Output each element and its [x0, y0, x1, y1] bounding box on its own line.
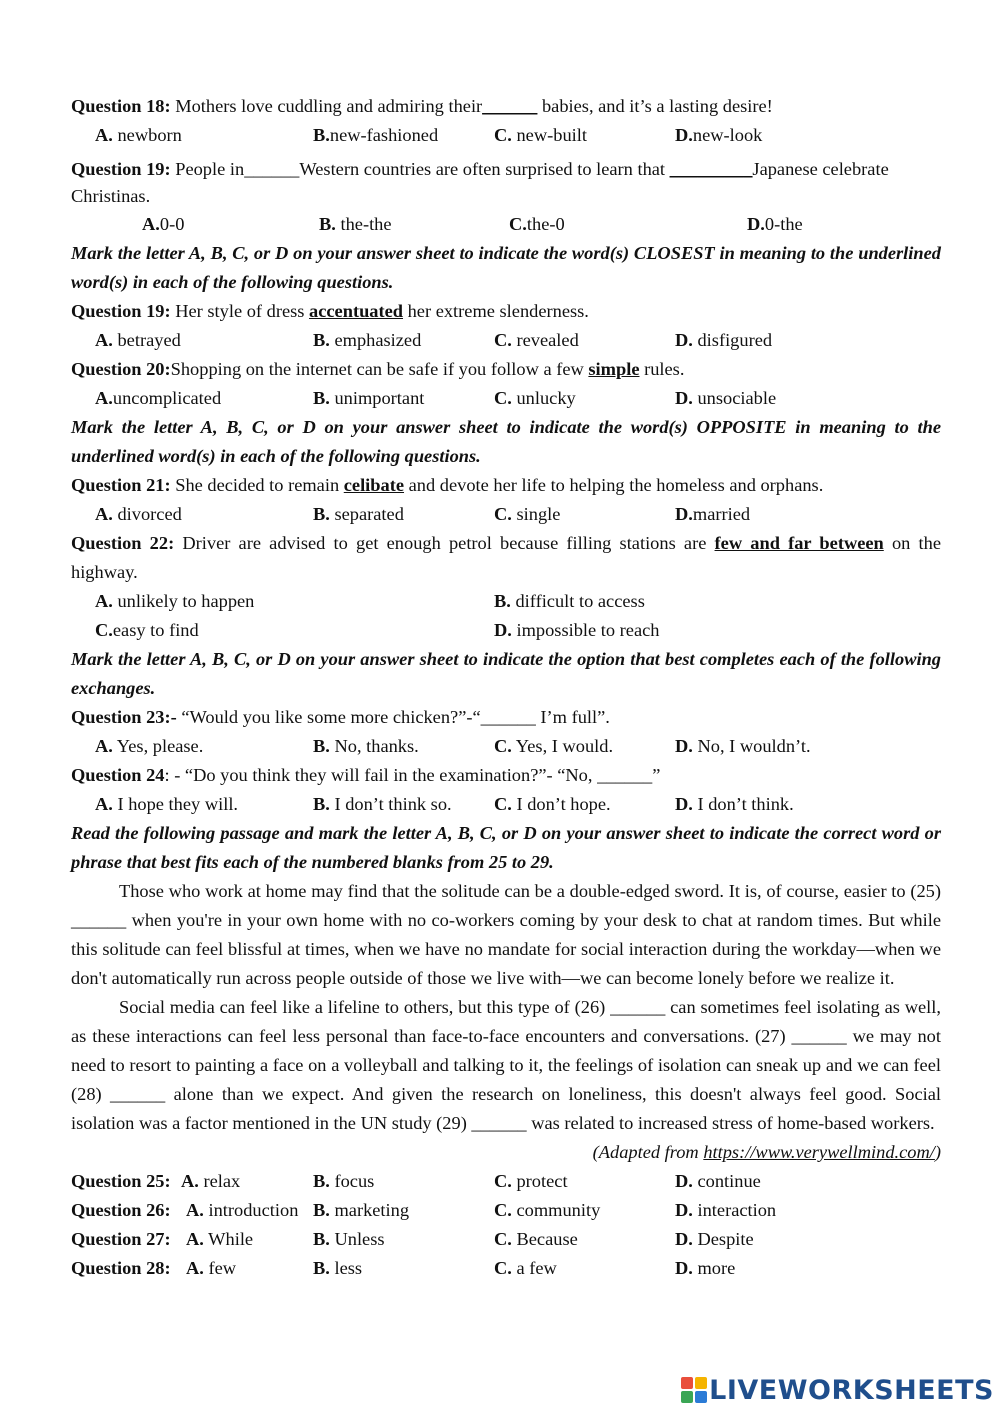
options-18	[71, 121, 941, 150]
question-28	[71, 1254, 941, 1283]
option-c[interactable]: C. single	[494, 504, 561, 524]
option-a[interactable]: A. introduction	[186, 1200, 299, 1220]
option-d[interactable]: D.new-look	[675, 125, 763, 145]
option-b[interactable]: B. separated	[313, 504, 404, 524]
option-d[interactable]: D. impossible to reach	[494, 620, 660, 640]
option-a[interactable]: A. While	[186, 1229, 254, 1249]
question-text: Western countries are often surprised to learn that	[299, 159, 670, 179]
question-label: Question 26:	[71, 1200, 171, 1220]
answer-blank[interactable]: ______	[482, 96, 538, 116]
question-23: Question 23:- “Would you like some more chicken?”-“______ I’m full”.	[71, 707, 610, 727]
question-label: Question 20:	[71, 359, 171, 379]
option-a[interactable]: A. Yes, please.	[95, 736, 204, 756]
option-b[interactable]: B. focus	[313, 1171, 375, 1191]
option-d[interactable]: D. continue	[675, 1171, 761, 1191]
option-b[interactable]: B. No, thanks.	[313, 736, 419, 756]
question-label: Question 21:	[71, 475, 171, 495]
passage-source: (Adapted from https://www.verywellmind.com/)	[592, 1142, 941, 1162]
options-19b	[71, 326, 941, 355]
option-d[interactable]: D.0-the	[747, 214, 803, 234]
answer-blank[interactable]: _________	[669, 159, 753, 179]
question-25	[71, 1167, 941, 1196]
option-a[interactable]: A. I hope they will.	[95, 794, 239, 814]
instruction-closest: Mark the letter A, B, C, or D on your answer sheet to indicate the word(s) CLOSEST in meaning to the underlined word(s) in each of the following questions.	[71, 243, 941, 292]
answer-blank[interactable]: ______	[244, 159, 300, 179]
underlined-word: simple	[588, 359, 640, 379]
option-a[interactable]: A. unlikely to happen	[95, 591, 255, 611]
question-label: Question 25:	[71, 1171, 171, 1191]
question-label: Question 24	[71, 765, 165, 785]
option-b[interactable]: B. unimportant	[313, 388, 425, 408]
question-19a	[71, 156, 941, 210]
option-a[interactable]: A. newborn	[95, 125, 182, 145]
question-text: Mothers love cuddling and admiring their	[170, 96, 483, 116]
option-b[interactable]: B. the-the	[319, 214, 392, 234]
passage-paragraph-1: Those who work at home may find that the solitude can be a double-edged sword. It is, of course, easier to (25) ______ when you're in your own home with no co-workers coming by your desk to chat at random times. But while this solitude can feel blissful at times, when we have no mandate for social interaction during the workday—when we don't automatically run across people outside of those we live with—we can become lonely before we realize it.	[71, 881, 941, 988]
option-b[interactable]: B. less	[313, 1258, 363, 1278]
instruction-exchange: Mark the letter A, B, C, or D on your answer sheet to indicate the option that best completes each of the following exchanges.	[71, 649, 941, 698]
option-d[interactable]: D. Despite	[675, 1229, 754, 1249]
options-20	[71, 384, 941, 413]
question-label: Question 19:	[71, 159, 171, 179]
option-a[interactable]: A. relax	[181, 1171, 241, 1191]
underlined-word: few and far between	[714, 533, 884, 553]
worksheet-page	[71, 92, 941, 1283]
options-22-row1	[71, 587, 941, 616]
passage-paragraph-2: Social media can feel like a lifeline to others, but this type of (26) ______ can sometimes feel isolating as well, as these interactions can feel less personal than face-to-face encounters and conversations. (27) ______ we may not need to resort to painting a face on a volleyball and talking to it, the feelings of isolation can sneak up and we can feel (28) ______ alone than we expect. And given the research on loneliness, this doesn't always feel good. Social isolation was a factor mentioned in the UN study (29) ______ was related to increased stress of home-based workers.	[71, 997, 941, 1133]
question-text: People in	[170, 159, 245, 179]
option-c[interactable]: C. unlucky	[494, 388, 576, 408]
option-c[interactable]: C. community	[494, 1200, 601, 1220]
instruction-opposite: Mark the letter A, B, C, or D on your answer sheet to indicate the word(s) OPPOSITE in meaning to the underlined word(s) in each of the following questions.	[71, 417, 941, 466]
question-26	[71, 1196, 941, 1225]
option-d[interactable]: D. interaction	[675, 1200, 777, 1220]
option-b[interactable]: B.new-fashioned	[313, 125, 439, 145]
option-c[interactable]: C.easy to find	[95, 620, 199, 640]
option-b[interactable]: B. emphasized	[313, 330, 422, 350]
liveworksheets-logo[interactable]	[681, 1373, 994, 1407]
option-c[interactable]: C. a few	[494, 1258, 557, 1278]
options-24	[71, 790, 941, 819]
option-d[interactable]: D. unsociable	[675, 388, 777, 408]
option-a[interactable]: A. betrayed	[95, 330, 181, 350]
option-b[interactable]: B. Unless	[313, 1229, 385, 1249]
option-a[interactable]: A.0-0	[142, 214, 185, 234]
option-c[interactable]: C. I don’t hope.	[494, 794, 611, 814]
option-d[interactable]: D.married	[675, 504, 751, 524]
option-d[interactable]: D. disfigured	[675, 330, 773, 350]
option-a[interactable]: A. few	[186, 1258, 237, 1278]
option-d[interactable]: D. more	[675, 1258, 736, 1278]
option-a[interactable]: A. divorced	[95, 504, 182, 524]
question-24: Question 24: - “Do you think they will fail in the examination?”- “No, ______”	[71, 765, 661, 785]
question-18	[71, 92, 941, 121]
question-text: Japanese celebrate Christinas.	[71, 159, 889, 206]
underlined-word: accentuated	[309, 301, 404, 321]
question-label: Question 19:	[71, 301, 171, 321]
underlined-word: celibate	[343, 475, 405, 495]
question-label: Question 23:-	[71, 707, 177, 727]
liveworksheets-logo-icon	[681, 1377, 707, 1403]
question-text: babies, and it’s a lasting desire!	[537, 96, 773, 116]
source-link[interactable]: https://www.verywellmind.com/	[703, 1142, 935, 1162]
options-21	[71, 500, 941, 529]
question-label: Question 28:	[71, 1258, 171, 1278]
instruction-passage: Read the following passage and mark the letter A, B, C, or D on your answer sheet to indicate the correct word or phrase that best fits each of the numbered blanks from 25 to 29.	[71, 823, 941, 872]
question-label: Question 18:	[71, 96, 171, 116]
option-c[interactable]: C. revealed	[494, 330, 579, 350]
options-22-row2	[71, 616, 941, 645]
question-27	[71, 1225, 941, 1254]
logo-text: LIVEWORKSHEETS	[709, 1374, 994, 1406]
option-c[interactable]: C. Yes, I would.	[494, 736, 614, 756]
option-c[interactable]: C. new-built	[494, 125, 587, 145]
question-20: Question 20:Shopping on the internet can be safe if you follow a few simple rules.	[71, 359, 685, 379]
option-c[interactable]: C. protect	[494, 1171, 568, 1191]
question-19b: Question 19: Her style of dress accentuated her extreme slenderness.	[71, 301, 589, 321]
option-a[interactable]: A.uncomplicated	[95, 388, 222, 408]
option-c[interactable]: C.the-0	[509, 214, 565, 234]
option-d[interactable]: D. No, I wouldn’t.	[675, 736, 811, 756]
option-d[interactable]: D. I don’t think.	[675, 794, 794, 814]
options-23	[71, 732, 941, 761]
question-label: Question 27:	[71, 1229, 171, 1249]
option-c[interactable]: C. Because	[494, 1229, 578, 1249]
question-label: Question 22:	[71, 533, 175, 553]
question-22: Question 22: Driver are advised to get enough petrol because filling stations are few and far between on the highway.	[71, 533, 941, 582]
option-b[interactable]: B. difficult to access	[494, 591, 645, 611]
option-b[interactable]: B. marketing	[313, 1200, 410, 1220]
options-19a	[71, 210, 941, 239]
option-b[interactable]: B. I don’t think so.	[313, 794, 452, 814]
question-21: Question 21: She decided to remain celibate and devote her life to helping the homeless and orphans.	[71, 475, 824, 495]
